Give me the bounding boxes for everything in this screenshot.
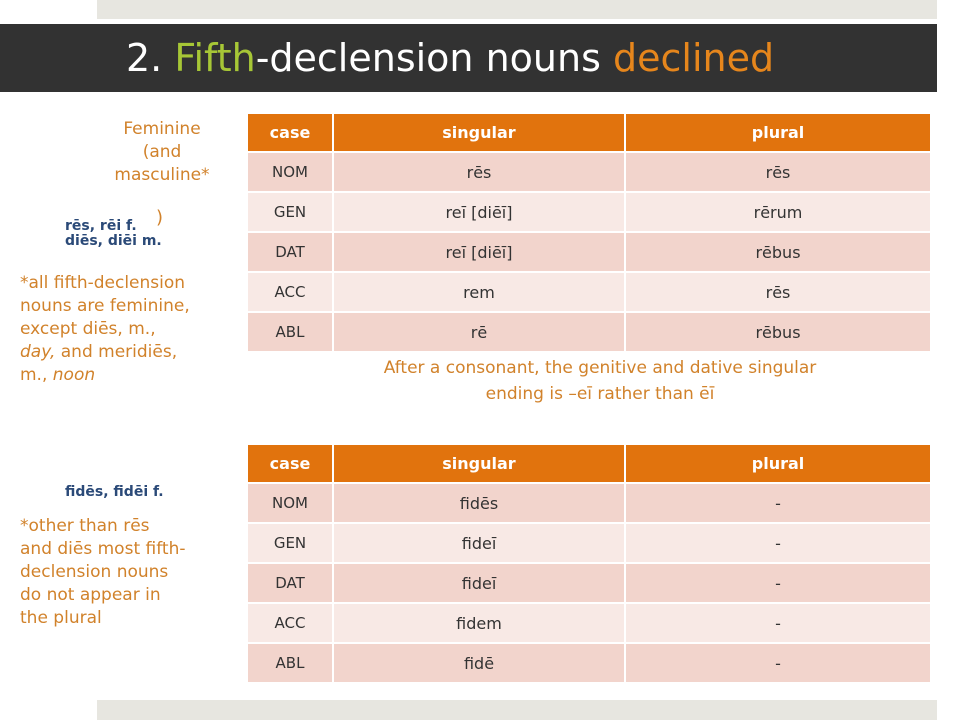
top-decor-bar [97,0,937,19]
feminine-line3: masculine* [114,165,210,185]
plural-cell: - [625,643,930,682]
table-header-row [248,114,930,152]
title-number: 2. [126,36,163,80]
footnote1-noon: noon [52,365,96,385]
plural-cell: rēs [625,272,930,312]
feminine-line1: Feminine [123,119,201,139]
page-title [126,36,774,80]
header-plural: plural [625,445,930,483]
plural-cell: - [625,523,930,563]
res-form: rēs, rēi f. [65,218,137,234]
table-row [248,603,930,643]
header-plural: plural [625,114,930,152]
singular-cell: rem [333,272,625,312]
case-cell: GEN [248,192,333,232]
case-cell: ABL [248,643,333,682]
note-line2: ending is –eī rather than ēī [485,384,715,404]
header-singular: singular [333,445,625,483]
case-cell: DAT [248,232,333,272]
case-cell: ABL [248,312,333,351]
header-singular: singular [333,114,625,152]
feminine-line2: (and [142,142,182,162]
footnote1-line2: nouns are feminine, [20,296,190,316]
singular-cell: reī [diēī] [333,192,625,232]
footnote1-line4 [20,341,190,364]
footnote1-line1: *all fifth-declension [20,273,186,293]
footnote2-line1: *other than rēs [20,516,150,536]
table-row [248,483,930,523]
footnote1-line5 [20,364,190,387]
table-row [248,643,930,682]
header-case: case [248,114,333,152]
singular-cell: fidēs [333,483,625,523]
case-cell: NOM [248,483,333,523]
table-row [248,523,930,563]
title-declined: declined [613,36,775,80]
header-case: case [248,445,333,483]
footnote2-line4: do not appear in [20,585,161,605]
table-row [248,312,930,351]
plural-cell: rēbus [625,312,930,351]
footnote2-line3: declension nouns [20,562,169,582]
singular-cell: reī [diēī] [333,232,625,272]
feminine-label [92,118,232,187]
plural-cell: - [625,483,930,523]
dies-form: diēs, diēi m. [65,233,162,249]
table-row [248,152,930,192]
fides-form: fidēs, fidēi f. [65,484,164,500]
table-row [248,232,930,272]
singular-cell: fideī [333,563,625,603]
footnote1-line3: except diēs, m., [20,319,156,339]
case-cell: ACC [248,603,333,643]
singular-cell: fidē [333,643,625,682]
singular-cell: fideī [333,523,625,563]
singular-cell: rē [333,312,625,351]
case-cell: ACC [248,272,333,312]
case-cell: GEN [248,523,333,563]
plural-cell: rēs [625,152,930,192]
plural-cell: rēbus [625,232,930,272]
declension-table-fides [248,445,930,682]
footnote2-line2: and diēs most fifth- [20,539,186,559]
plural-cell: - [625,563,930,603]
title-middle: -declension nouns [255,36,601,80]
plural-cell: rērum [625,192,930,232]
table-row [248,192,930,232]
footnote1-m: m., [20,365,53,385]
table-header-row [248,445,930,483]
footnote2-line5: the plural [20,608,102,628]
plural-cell: - [625,603,930,643]
declension-table-res [248,114,930,351]
footnote1-day: day, [20,342,56,362]
footnote1-meridies: and meridiēs, [55,342,178,362]
note-line1: After a consonant, the genitive and dative singular [383,358,817,378]
genitive-note [300,355,900,407]
case-cell: DAT [248,563,333,603]
singular-cell: rēs [333,152,625,192]
table-row [248,272,930,312]
footnote-all-fifth [20,272,190,387]
table-row [248,563,930,603]
bottom-decor-bar [97,700,937,720]
case-cell: NOM [248,152,333,192]
title-fifth: Fifth [174,36,256,80]
feminine-paren-close: ) [156,207,164,228]
footnote-other-than [20,515,185,630]
singular-cell: fidem [333,603,625,643]
